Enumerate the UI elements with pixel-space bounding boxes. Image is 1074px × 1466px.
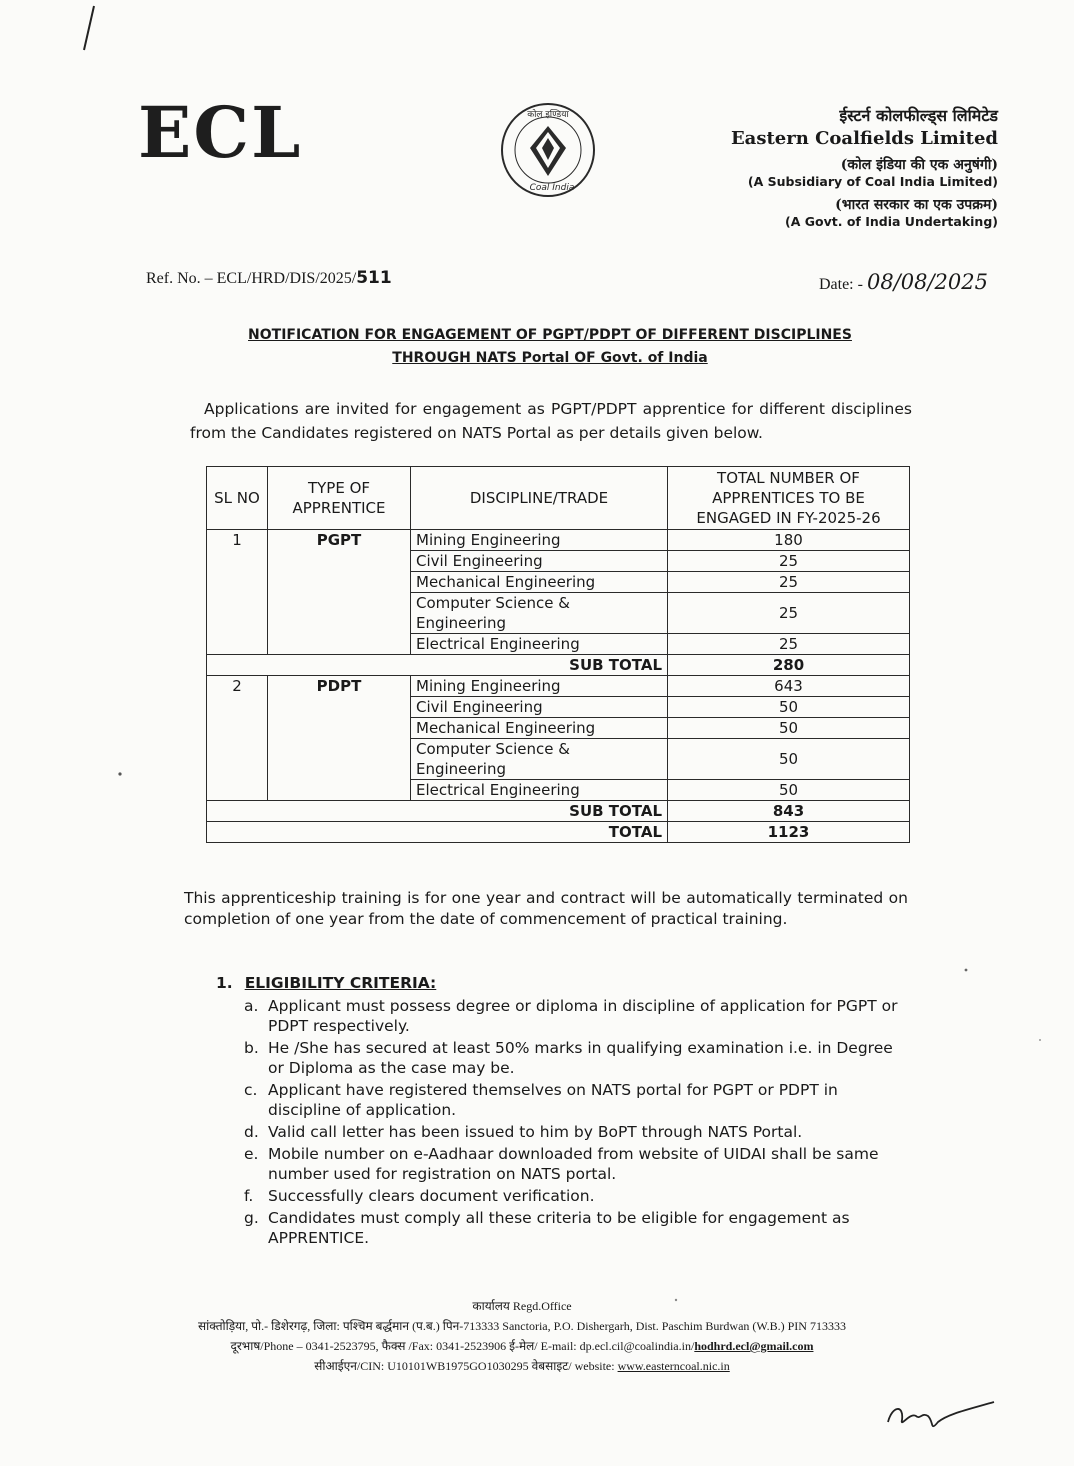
item-text: Applicant have registered themselves on NATS portal for PGPT or PDPT in discipline of application. [268, 1081, 838, 1119]
sl-cell: 1 [207, 530, 268, 655]
footer-office: कार्यालय Regd.Office [472, 1299, 572, 1313]
count-cell: 25 [668, 551, 910, 572]
date-label: Date: - [818, 276, 863, 293]
emblem-text-top: कोल इण्डिया [527, 110, 569, 120]
pen-mark-icon [80, 4, 100, 54]
item-text: Valid call letter has been issued to him by BoPT through NATS Portal. [268, 1123, 803, 1141]
count-cell: 25 [668, 572, 910, 593]
heading-line-2: THROUGH NATS Portal OF Govt. of India [392, 350, 708, 366]
discipline-cell: Civil Engineering [411, 697, 668, 718]
eligibility-heading [216, 974, 436, 992]
list-item [244, 1208, 910, 1248]
subtotal-value: 280 [668, 655, 910, 676]
item-text: Mobile number on e-Aadhaar downloaded from website of UIDAI shall be same number used for registration on NATS portal. [268, 1145, 879, 1183]
eligibility-number: 1. [216, 974, 233, 992]
discipline-cell: Civil Engineering [411, 551, 668, 572]
discipline-cell: Computer Science & Engineering [411, 593, 668, 634]
footer-contact-text: दूरभाष/Phone – 0341-2523795, फैक्स /Fax: 0341-2523906 ई-मेल/ E-mail: dp.ecl.cil@coalindia.in/ [230, 1339, 695, 1353]
type-cell: PGPT [268, 530, 411, 655]
company-name-hindi: ईस्टर्न कोलफील्ड्स लिमिटेड [839, 106, 998, 125]
total-row [207, 822, 910, 843]
count-cell: 50 [668, 780, 910, 801]
count-cell: 50 [668, 697, 910, 718]
item-text: Candidates must comply all these criteria to be eligible for engagement as APPRENTICE. [268, 1209, 850, 1247]
item-marker: b. [244, 1039, 259, 1057]
footer-website-link[interactable]: www.easterncoal.nic.in [617, 1359, 730, 1373]
footer-cin [150, 1356, 894, 1376]
apprentice-table [206, 466, 910, 843]
item-marker: c. [244, 1081, 258, 1099]
signature-icon [882, 1392, 1002, 1442]
govt-undertaking-text: (A Govt. of India Undertaking) [785, 214, 998, 229]
header-type: TYPE OF APPRENTICE [268, 467, 411, 530]
footer-cin-text: सीआईएन/CIN: U10101WB1975GO1030295 वेबसाइट/ website: [314, 1359, 618, 1373]
header-sl-no: SL NO [207, 467, 268, 530]
header-discipline: DISCIPLINE/TRADE [411, 467, 668, 530]
subtotal-value: 843 [668, 801, 910, 822]
table-header-row [207, 467, 910, 530]
intro-text: Applications are invited for engagement as PGPT/PDPT apprentice for different disciplines from the Candidates registered on NATS Portal as per details given below. [190, 400, 912, 442]
eligibility-title: ELIGIBILITY CRITERIA: [244, 974, 437, 992]
count-cell: 25 [668, 634, 910, 655]
training-note: This apprenticeship training is for one year and contract will be automatically terminated on completion of one year from the date of commencement of practical training. [184, 889, 908, 928]
subtotal-row [207, 801, 910, 822]
discipline-cell: Mechanical Engineering [411, 572, 668, 593]
govt-undertaking-hindi: (भारत सरकार का एक उपक्रम) [835, 197, 998, 213]
list-item [244, 996, 910, 1036]
list-item [244, 1186, 910, 1206]
list-item [244, 1080, 910, 1120]
subtotal-row [207, 655, 910, 676]
item-text: He /She has secured at least 50% marks in qualifying examination i.e. in Degree or Diploma as the case may be. [268, 1039, 893, 1077]
discipline-cell: Electrical Engineering [411, 780, 668, 801]
item-marker: f. [244, 1187, 254, 1205]
discipline-cell: Computer Science & Engineering [411, 739, 668, 780]
subsidiary-hindi: (कोल इंडिया की एक अनुषंगी) [840, 157, 998, 173]
date-value: 08/08/2025 [866, 270, 988, 294]
footer-address: सांक्तोड़िया, पो.- डिशेरगढ़, जिला: पश्चिम बर्द्धमान (प.ब.) पिन-713333 Sanctoria, P.O. Dishergarh, Dist. Paschim Burdwan (W.B.) PIN 713333 [198, 1319, 846, 1333]
header-total: TOTAL NUMBER OF APPRENTICES TO BE ENGAGED IN FY-2025-26 [668, 467, 910, 530]
footer-contact [150, 1336, 894, 1356]
table-row [207, 530, 910, 551]
item-text: Successfully clears document verification. [268, 1187, 595, 1205]
intro-paragraph [190, 397, 912, 445]
list-item [244, 1122, 910, 1142]
count-cell: 25 [668, 593, 910, 634]
emblem-text-bottom: Coal India [529, 183, 575, 193]
item-marker: a. [244, 997, 259, 1015]
coal-india-emblem-icon [498, 100, 598, 200]
ref-label: Ref. No. – ECL/HRD/DIS/2025/ [146, 270, 357, 287]
count-cell: 50 [668, 739, 910, 780]
item-text: Applicant must possess degree or diploma in discipline of application for PGPT or PDPT respectively. [268, 997, 898, 1035]
item-marker: e. [244, 1145, 259, 1163]
discipline-cell: Mining Engineering [411, 530, 668, 551]
ref-number: 511 [356, 268, 392, 288]
discipline-cell: Mining Engineering [411, 676, 668, 697]
reference-number [146, 268, 392, 288]
count-cell: 180 [668, 530, 910, 551]
registered-office-footer [150, 1296, 894, 1376]
total-label: TOTAL [207, 822, 668, 843]
discipline-cell: Electrical Engineering [411, 634, 668, 655]
footer-email-link[interactable]: hodhrd.ecl@gmail.com [694, 1339, 814, 1353]
total-value: 1123 [668, 822, 910, 843]
heading-line-1: NOTIFICATION FOR ENGAGEMENT OF PGPT/PDPT OF DIFFERENT DISCIPLINES [248, 327, 852, 343]
subtotal-label: SUB TOTAL [207, 801, 668, 822]
company-name: Eastern Coalfields Limited [730, 128, 998, 149]
type-cell: PDPT [268, 676, 411, 801]
sl-cell: 2 [207, 676, 268, 801]
subsidiary-text: (A Subsidiary of Coal India Limited) [747, 174, 998, 189]
count-cell: 50 [668, 718, 910, 739]
count-cell: 643 [668, 676, 910, 697]
ecl-logo: ECL [138, 91, 303, 174]
list-item [244, 1144, 910, 1184]
item-marker: d. [244, 1123, 259, 1141]
item-marker: g. [244, 1209, 259, 1227]
discipline-cell: Mechanical Engineering [411, 718, 668, 739]
eligibility-list [244, 996, 910, 1250]
letter-date [819, 270, 988, 294]
company-details [731, 104, 998, 229]
table-row [207, 676, 910, 697]
notification-heading [150, 324, 950, 370]
list-item [244, 1038, 910, 1078]
subtotal-label: SUB TOTAL [207, 655, 668, 676]
